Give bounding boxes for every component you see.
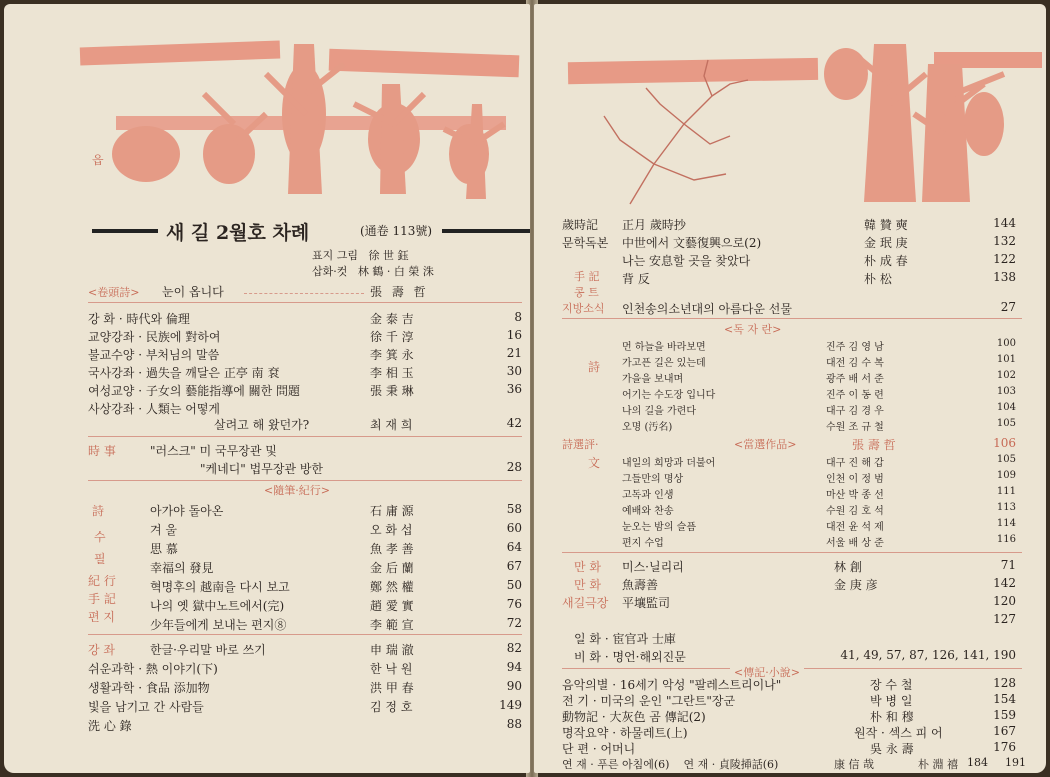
list-item[interactable]: 쉬운과학 · 熱 이야기(下) [88, 662, 218, 676]
list-page: 138 [993, 270, 1016, 284]
list-author: 한 낙 원 [370, 662, 413, 676]
list-page: 184 [967, 756, 988, 769]
list-item[interactable]: 洗 心 錄 [88, 719, 132, 733]
list-item[interactable]: 연 재 · 푸른 아침에(6) 연 재 · 貞陵揷話(6) [562, 758, 779, 771]
list-page: 154 [993, 692, 1016, 706]
list-label: 새길극장 [562, 596, 609, 610]
list-page: 16 [506, 328, 522, 342]
list-item[interactable]: 中世에서 文藝復興으로(2) [622, 236, 762, 250]
list-item[interactable]: 魚壽善 [622, 578, 659, 592]
list-author: 朴 和 穆 [870, 710, 914, 724]
list-page: 105 [996, 454, 1016, 465]
list-author: 趙 愛 實 [370, 599, 414, 613]
list-item[interactable]: 나의 옛 獄中노트에서(完) [150, 599, 285, 613]
list-item[interactable]: 가고픈 길은 있는데 [622, 358, 706, 369]
current-affairs-label: 時 事 [88, 444, 116, 458]
list-label: 문학독본 [562, 236, 609, 250]
list-author: 최 재 희 [370, 418, 413, 432]
list-author: 박 병 일 [870, 694, 913, 708]
list-page: 114 [996, 518, 1016, 529]
list-item[interactable]: 平壤監司 [622, 596, 671, 610]
list-item[interactable]: 한글·우리말 바로 쓰기 [150, 643, 266, 657]
list-page: 104 [996, 402, 1016, 413]
list-page: 60 [506, 521, 522, 535]
list-item[interactable]: 혁명후의 越南을 다시 보고 [150, 580, 290, 594]
reader-label: 詩 [588, 360, 601, 374]
list-author: 韓 贊 奭 [864, 218, 908, 232]
list-page: 72 [506, 616, 522, 630]
list-author: 石 庸 源 [370, 504, 414, 518]
list-item[interactable]: 미스·닐리리 [622, 560, 684, 574]
list-item[interactable]: 명작요약 · 하물레트(上) [562, 726, 688, 740]
list-item[interactable]: 국사강좌 · 過失을 깨달은 正亭 南 袞 [88, 366, 280, 380]
list-author: 대구 진 해 갑 [826, 458, 884, 469]
list-author: 대구 김 경 우 [826, 406, 884, 417]
list-label: 歲時記 [562, 218, 599, 232]
poem-tag: <卷頭詩> [88, 286, 140, 299]
list-item[interactable]: 음악의별 · 16세기 악성 "팔레스트리이나" [562, 678, 782, 692]
list-author: 朴 淵 禧 [918, 758, 958, 771]
list-author: 金 泰 吉 [370, 312, 414, 326]
list-item[interactable]: 불교수양 · 부처님의 말씀 [88, 348, 220, 362]
list-item[interactable]: 幸福의 發見 [150, 561, 214, 575]
list-page: 122 [993, 252, 1016, 266]
list-item[interactable]: 고독과 인생 [622, 490, 674, 501]
svg-text:읍: 읍 [92, 153, 104, 167]
list-label: 만 화 [574, 578, 601, 592]
list-page: 64 [506, 540, 522, 554]
essay-label: 手 記 [88, 592, 116, 606]
essay-tag: <隨筆·紀行> [264, 484, 330, 497]
list-item[interactable]: 살려고 해 왔던가? [214, 418, 310, 432]
list-item[interactable]: 눈오는 밤의 슬픔 [622, 522, 696, 533]
list-author: 朴 松 [864, 272, 892, 286]
list-author: 장 수 철 [870, 678, 913, 692]
list-item[interactable]: 예배와 찬송 [622, 506, 674, 517]
list-author: 申 瑞 澈 [370, 643, 414, 657]
list-page: 27 [1000, 300, 1016, 314]
list-item[interactable]: 나는 安息할 곳을 찾았다 [622, 254, 751, 268]
list-author: 康 信 哉 [834, 758, 874, 771]
list-item[interactable]: 인천송의소년대의 아름다운 선물 [622, 302, 792, 316]
list-author: 수원 조 규 철 [826, 422, 884, 433]
poem-author: 張 壽 哲 [370, 285, 429, 299]
list-page: 167 [993, 724, 1016, 738]
list-label: 手 記 [574, 270, 600, 283]
list-page: 102 [996, 370, 1016, 381]
selection-label: 詩選評· [562, 438, 599, 451]
list-item[interactable]: 가을을 보내며 [622, 374, 684, 385]
left-page [4, 4, 530, 773]
list-page: 58 [506, 502, 522, 516]
list-item[interactable]: 겨 울 [150, 523, 177, 537]
list-page: 103 [996, 386, 1016, 397]
list-item[interactable]: 그들만의 명상 [622, 474, 684, 485]
list-page: 159 [993, 708, 1016, 722]
list-item[interactable]: 단 편 · 어머니 [562, 742, 636, 756]
list-author: 鄭 然 權 [370, 580, 414, 594]
list-page: 41, 49, 57, 87, 126, 141, 190 [840, 648, 1016, 662]
list-item[interactable]: 아가야 돌아온 [150, 504, 224, 518]
list-item[interactable]: 여성교양 · 子女의 藝能指導에 關한 問題 [88, 384, 301, 398]
list-label: 지방소식 [562, 302, 605, 315]
right-banner-illustration [534, 4, 1046, 209]
list-page: 82 [506, 641, 522, 655]
list-page: 191 [1005, 756, 1026, 769]
list-label: 만 화 [574, 560, 601, 574]
list-author: 서울 배 상 준 [826, 538, 884, 549]
list-page: 88 [506, 717, 522, 731]
list-page: 42 [506, 416, 522, 430]
list-author: 대전 윤 석 제 [826, 522, 884, 533]
list-page: 144 [993, 216, 1016, 230]
list-author: 李 箕 永 [370, 348, 414, 362]
list-item[interactable]: 어기는 수도장 입니다 [622, 390, 716, 401]
list-page: 94 [506, 660, 522, 674]
list-page: 71 [1000, 558, 1016, 572]
current-affairs-line-2[interactable]: "케네디" 법무장관 방한 [200, 462, 323, 476]
list-author: 金 后 蘭 [370, 561, 414, 575]
list-author: 대전 김 수 복 [826, 358, 884, 369]
bio-tag: <傳記·小說> [730, 664, 804, 680]
current-affairs-line-1[interactable]: "러스크" 미 국무장관 및 [150, 444, 277, 458]
list-author: 朴 成 春 [864, 254, 908, 268]
list-page: 21 [506, 346, 522, 360]
left-banner-illustration [4, 4, 530, 209]
list-page: 116 [996, 534, 1016, 545]
selection-tag: <當選作品> [734, 438, 797, 451]
reader-tag: <독 자 란> [724, 323, 782, 336]
list-item[interactable]: 빛을 남기고 간 사람들 [88, 700, 204, 714]
list-item[interactable]: 비 화 · 명언·해외진문 [574, 650, 686, 664]
list-item[interactable]: 少年들에게 보내는 편지⑧ [150, 618, 287, 632]
list-page: 105 [996, 418, 1016, 429]
list-item[interactable]: 오명 (汚名) [622, 422, 673, 433]
list-page: 120 [993, 594, 1016, 608]
list-author: 수원 김 호 석 [826, 506, 884, 517]
list-author: 吳 永 壽 [870, 742, 914, 756]
list-author: 洪 甲 春 [370, 681, 414, 695]
list-page: 149 [499, 698, 522, 712]
list-author: 徐 千 淳 [370, 330, 414, 344]
essay-label: 紀 行 [88, 574, 116, 588]
cover-credit: 표지 그림 徐 世 鈺 [312, 249, 409, 262]
list-page: 113 [996, 502, 1016, 513]
issue-number: (通卷 113號) [360, 224, 433, 238]
list-page: 176 [993, 740, 1016, 754]
list-label: 콩 트 [574, 286, 599, 299]
list-page: 101 [996, 354, 1016, 365]
list-author: 金 庚 彦 [834, 578, 878, 592]
list-item[interactable]: 正月 歲時抄 [622, 218, 686, 232]
list-page: 67 [506, 559, 522, 573]
list-page: 8 [514, 310, 522, 324]
selection-page: 106 [993, 436, 1016, 450]
list-page: 132 [993, 234, 1016, 248]
essay-label: 詩 [92, 504, 105, 518]
list-page: 142 [993, 576, 1016, 590]
current-affairs-page: 28 [506, 460, 522, 474]
poem-title: 눈이 옵니다 [162, 285, 224, 299]
list-author: 진주 이 동 련 [826, 390, 884, 401]
list-item[interactable]: 일 화 · 宦官과 士庫 [574, 632, 676, 646]
list-item[interactable]: 動物記 · 大灰色 곰 傳記(2) [562, 710, 706, 724]
list-page: 30 [506, 364, 522, 378]
list-author: 김 정 호 [370, 700, 413, 714]
list-page: 127 [993, 612, 1016, 626]
list-page: 109 [996, 470, 1016, 481]
essay-label: 수 [94, 530, 106, 544]
list-page: 50 [506, 578, 522, 592]
list-author: 李 相 玉 [370, 366, 414, 380]
list-page: 90 [506, 679, 522, 693]
toc-heading [92, 218, 530, 242]
illustration-credit: 삽화·컷 林 鶴 · 白 榮 洙 [312, 265, 434, 278]
list-item[interactable]: 思 慕 [150, 542, 178, 556]
list-label: 강 좌 [88, 643, 115, 657]
list-item[interactable]: 생활과학 · 食品 添加物 [88, 681, 210, 695]
list-author: 張 秉 琳 [370, 384, 414, 398]
list-item[interactable]: 편지 수업 [622, 538, 664, 549]
list-item[interactable]: 강 화 · 時代와 倫理 [88, 312, 190, 326]
list-page: 128 [993, 676, 1016, 690]
list-item[interactable]: 사상강좌 · 人類는 어떻게 [88, 402, 221, 416]
list-page: 100 [996, 338, 1016, 349]
essay-label: 필 [94, 552, 106, 566]
list-item[interactable]: 먼 하늘을 바라보면 [622, 342, 706, 353]
right-page [534, 4, 1046, 773]
list-page: 76 [506, 597, 522, 611]
list-item[interactable]: 나의 길을 가련다 [622, 406, 696, 417]
list-author: 원작 · 섹스 피 어 [854, 726, 943, 740]
list-author: 광주 배 서 준 [826, 374, 884, 385]
list-item[interactable]: 背 反 [622, 272, 650, 286]
list-author: 林 創 [834, 560, 862, 574]
list-author: 인천 이 정 범 [826, 474, 884, 485]
essay-label: 편 지 [88, 610, 115, 624]
list-author: 마산 박 종 선 [826, 490, 884, 501]
selection-author: 張 壽 哲 [852, 438, 896, 452]
list-author: 魚 孝 善 [370, 542, 414, 556]
list-item[interactable]: 내일의 희망과 더불어 [622, 458, 716, 469]
list-item[interactable]: 전 기 · 미국의 운인 "그란트"장군 [562, 694, 736, 708]
list-author: 金 珉 庚 [864, 236, 908, 250]
list-item[interactable]: 교양강좌 · 民族에 對하여 [88, 330, 221, 344]
list-page: 111 [996, 486, 1016, 497]
list-author: 李 範 宣 [370, 618, 414, 632]
reader-label: 文 [588, 456, 601, 470]
list-page: 36 [506, 382, 522, 396]
list-author: 진주 김 영 남 [826, 342, 884, 353]
toc-title: 새 길 2월호 차례 [166, 222, 310, 244]
list-author: 오 화 섭 [370, 523, 413, 537]
